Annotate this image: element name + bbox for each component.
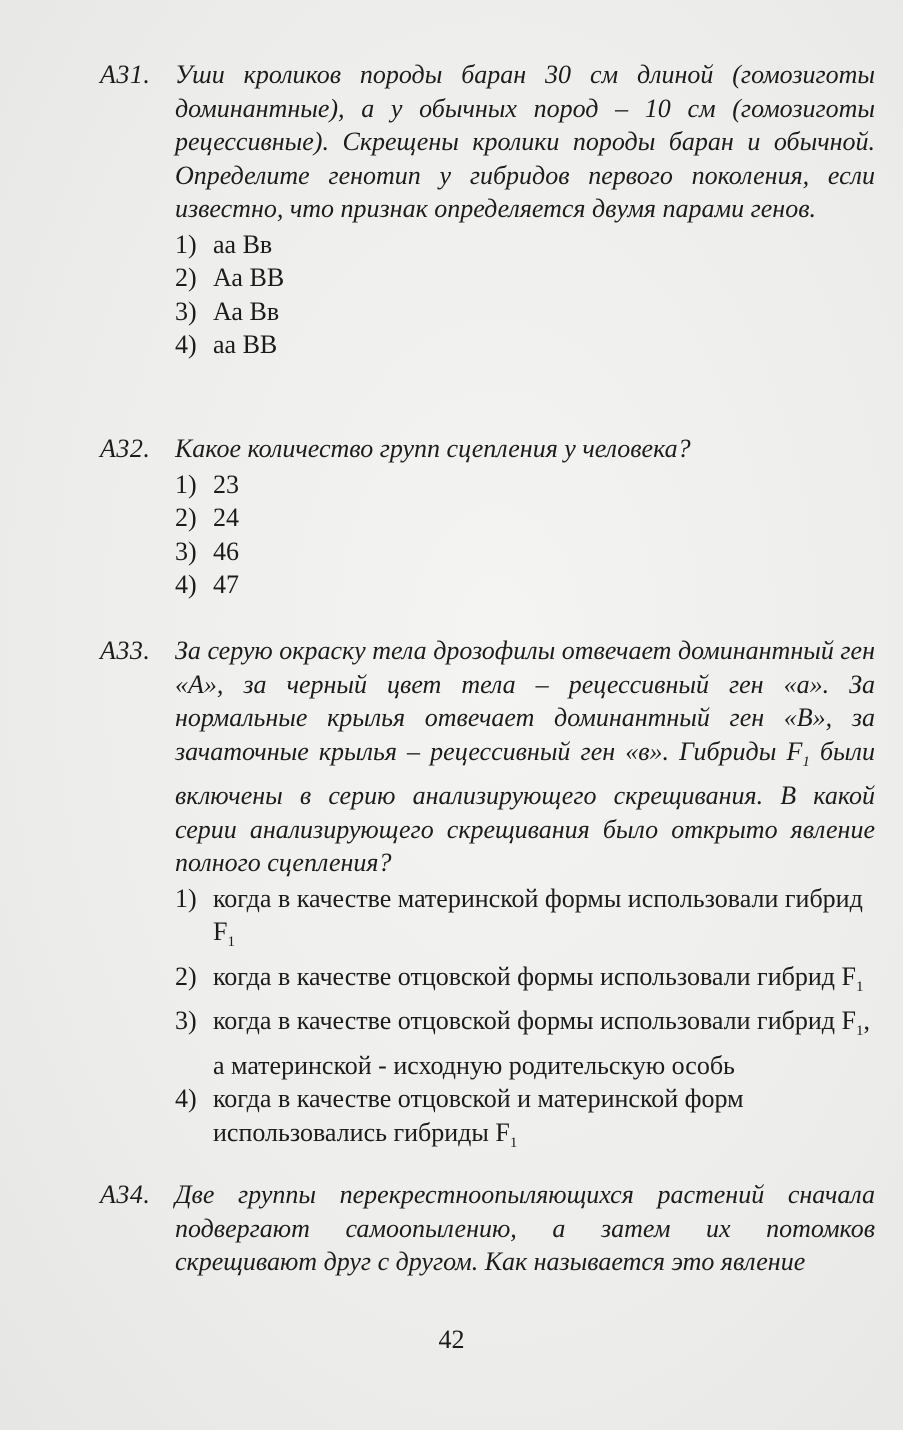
answer-option: [175, 328, 880, 362]
subscript: 1: [855, 1023, 864, 1039]
option-text: [213, 882, 880, 960]
answer-option: [175, 568, 880, 602]
question-text: Две группы перекрестноопыляющихся растений сначала подвергают самоопылению, а затем их потомков скрещивают друг с другом. Как называется это явление: [175, 1180, 875, 1276]
answer-options: [175, 228, 880, 362]
question-number: A34.: [100, 1180, 151, 1209]
answer-option: [175, 1082, 880, 1160]
subscript: 1: [227, 934, 235, 950]
option-number: 1): [175, 229, 197, 259]
option-text: Аа ВВ: [213, 263, 285, 292]
option-number: 1): [175, 469, 197, 499]
question-a32: [100, 432, 880, 602]
answer-option: [175, 535, 880, 569]
option-text: аа Вв: [213, 229, 273, 259]
question-text-part: были включены в серию анализирующего скрещивания. В какой серии анализирующего скрещивания было открыто явление полного сцепления?: [175, 736, 875, 877]
option-text-part: когда в качестве материнской формы использовали гибрид F: [213, 883, 863, 946]
option-text-part: , а материнской - исходную родительскую особь: [213, 1006, 870, 1080]
question-text: Уши кроликов породы баран 30 см длиной (гомозиготы доминантные), а у обычных пород – 10 см (гомозиготы рецессивные). Скрещены кролики породы баран и обычной. Определите генотип у гибридов первого поколения, если известно, что признак определяется двумя парами генов.: [175, 60, 875, 223]
option-text-part: когда в качестве отцовской формы использовали гибрид F: [213, 961, 856, 991]
page-number: 42: [438, 1325, 465, 1354]
answer-option: [175, 261, 880, 295]
option-number: 3): [175, 296, 197, 326]
answer-option: [175, 1004, 880, 1082]
answer-option: [175, 228, 880, 262]
question-text-part: За серую окраску тела дрозофилы отвечает доминантный ген «А», за черный цвет тела – рецессивный ген «а». За нормальные крылья отвечает доминантный ген «В», за зачаточные крылья – рецессивный ген «в». Гибриды F: [175, 636, 875, 766]
option-text-part: когда в качестве отцовской формы использовали гибрид F: [213, 1006, 856, 1035]
question-text: Какое количество групп сцепления у человека?: [175, 434, 691, 463]
option-number: 2): [175, 961, 197, 991]
subscript: 1: [802, 753, 810, 770]
option-text: [213, 960, 880, 1005]
option-text: аа ВВ: [213, 330, 278, 359]
option-text: [213, 1082, 880, 1160]
question-text: [175, 634, 875, 880]
subscript: 1: [855, 978, 864, 995]
question-number: A33.: [100, 636, 151, 665]
option-number: 3): [175, 536, 197, 566]
option-number: 4): [175, 330, 197, 359]
option-text: 46: [213, 536, 239, 566]
option-number: 4): [175, 570, 197, 599]
option-text-part: когда в качестве отцовской и материнской форм использовались гибриды F: [213, 1084, 744, 1147]
answer-option: [175, 501, 880, 535]
option-number: 2): [175, 503, 197, 532]
option-number: 1): [175, 883, 197, 913]
option-number: 4): [175, 1084, 197, 1113]
answer-option: [175, 960, 880, 1005]
answer-option: [175, 468, 880, 502]
question-a33: [100, 634, 880, 1160]
question-a31: [100, 58, 880, 362]
answer-options: [175, 882, 880, 1161]
option-text: 47: [213, 570, 239, 599]
option-text: Аа Вв: [213, 296, 280, 326]
question-number: A32.: [100, 434, 151, 463]
option-number: 3): [175, 1006, 197, 1035]
question-number: A31.: [100, 60, 151, 89]
question-a34: [100, 1178, 880, 1279]
answer-option: [175, 882, 880, 960]
answer-options: [175, 468, 880, 602]
option-number: 2): [175, 263, 197, 292]
answer-option: [175, 295, 880, 329]
subscript: 1: [509, 1134, 518, 1151]
option-text: 23: [213, 469, 239, 499]
option-text: 24: [213, 503, 239, 532]
option-text: [213, 1004, 880, 1082]
